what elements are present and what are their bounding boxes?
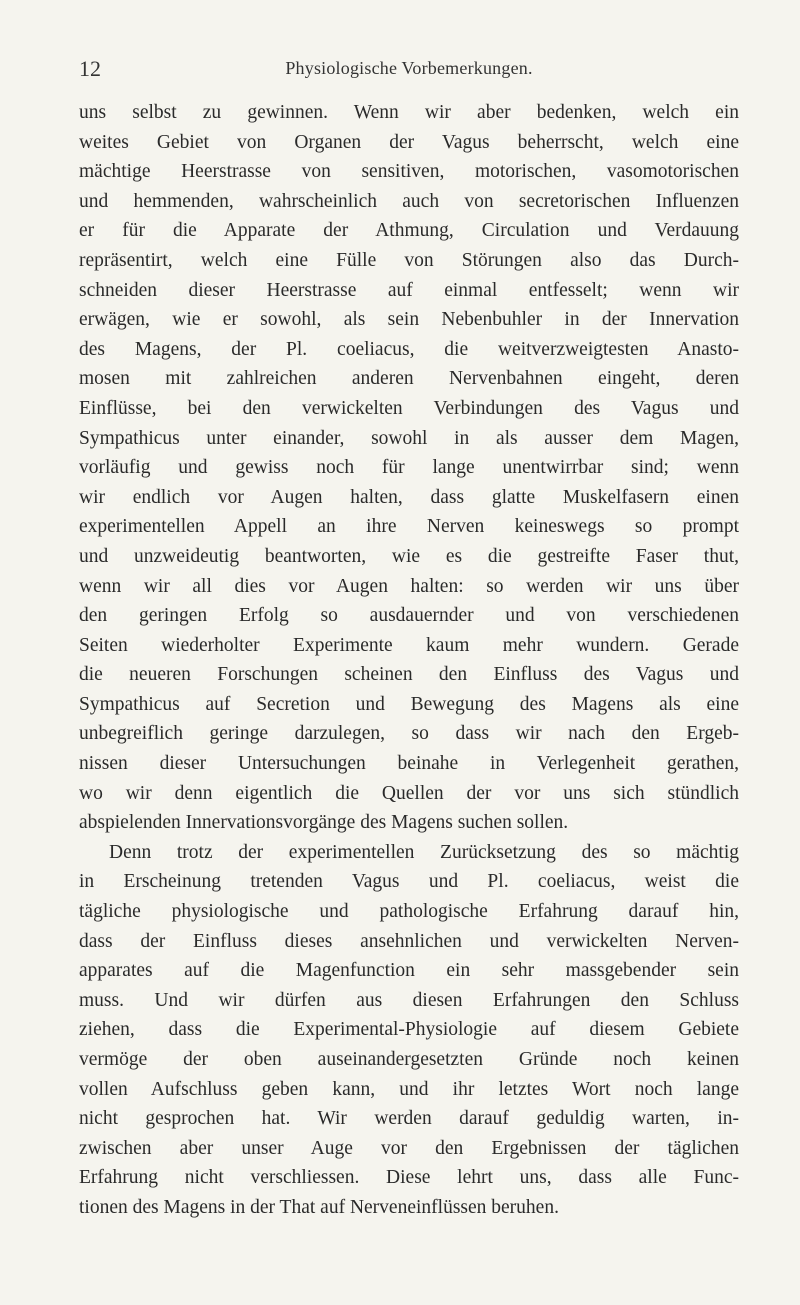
text-line: Sympathicus unter einander, sowohl in als ausser dem Magen, xyxy=(79,427,739,449)
text-line: und hemmenden, wahrscheinlich auch von secretorischen Influenzen xyxy=(79,190,739,212)
text-line: Einflüsse, bei den verwickelten Verbindungen des Vagus und xyxy=(79,397,739,419)
text-line: nicht gesprochen hat. Wir werden darauf geduldig warten, in- xyxy=(79,1108,739,1130)
text-line: er für die Apparate der Athmung, Circulation und Verdauung xyxy=(79,220,739,242)
text-line: zwischen aber unser Auge vor den Ergebnissen der täglichen xyxy=(79,1137,739,1159)
text-line: Denn trotz der experimentellen Zurücksetzung des so mächtig xyxy=(109,841,739,863)
body-text xyxy=(79,98,739,1223)
text-line: erwägen, wie er sowohl, als sein Nebenbuhler in der Innervation xyxy=(79,309,739,331)
text-line: Seiten wiederholter Experimente kaum mehr wundern. Gerade xyxy=(79,634,739,656)
text-line: mosen mit zahlreichen anderen Nervenbahnen eingeht, deren xyxy=(79,368,739,390)
text-line: ziehen, dass die Experimental-Physiologie auf diesem Gebiete xyxy=(79,1019,739,1041)
running-title: Physiologische Vorbemerkungen. xyxy=(285,58,533,78)
text-line: uns selbst zu gewinnen. Wenn wir aber bedenken, welch ein xyxy=(79,102,739,123)
text-line: des Magens, der Pl. coeliacus, die weitverzweigtesten Anasto- xyxy=(79,338,739,360)
text-line: wenn wir all dies vor Augen halten: so werden wir uns über xyxy=(79,575,739,597)
text-line: die neueren Forschungen scheinen den Einfluss des Vagus und xyxy=(79,664,739,686)
text-line: wir endlich vor Augen halten, dass glatte Muskelfasern einen xyxy=(79,486,739,508)
text-line: tägliche physiologische und pathologische Erfahrung darauf hin, xyxy=(79,901,739,923)
text-line: weites Gebiet von Organen der Vagus beherrscht, welch eine xyxy=(79,131,739,153)
text-line: Erfahrung nicht verschliessen. Diese lehrt uns, dass alle Func- xyxy=(79,1167,739,1189)
text-line: muss. Und wir dürfen aus diesen Erfahrungen den Schluss xyxy=(79,989,739,1011)
text-line: mächtige Heerstrasse von sensitiven, motorischen, vasomotorischen xyxy=(79,161,739,183)
page-number: 12 xyxy=(79,56,101,81)
text-line: Sympathicus auf Secretion und Bewegung des Magens als eine xyxy=(79,693,739,715)
text-line: schneiden dieser Heerstrasse auf einmal entfesselt; wenn wir xyxy=(79,279,739,301)
text-line: nissen dieser Untersuchungen beinahe in Verlegenheit gerathen, xyxy=(79,753,739,775)
text-line: repräsentirt, welch eine Fülle von Störungen also das Durch- xyxy=(79,249,739,271)
text-line: abspielenden Innervationsvorgänge des Magens suchen sollen. xyxy=(79,812,569,834)
text-line: tionen des Magens in der That auf Nerveneinflüssen beruhen. xyxy=(79,1196,559,1218)
text-line: experimentellen Appell an ihre Nerven keineswegs so prompt xyxy=(79,516,739,538)
text-line: in Erscheinung tretenden Vagus und Pl. coeliacus, weist die xyxy=(79,871,739,893)
running-head xyxy=(79,56,739,86)
text-line: und unzweideutig beantworten, wie es die gestreifte Faser thut, xyxy=(79,545,739,567)
text-line: vollen Aufschluss geben kann, und ihr letztes Wort noch lange xyxy=(79,1078,739,1100)
text-line: den geringen Erfolg so ausdauernder und von verschiedenen xyxy=(79,605,739,627)
text-line: vorläufig und gewiss noch für lange unentwirrbar sind; wenn xyxy=(79,457,739,479)
text-line: unbegreiflich geringe darzulegen, so dass wir nach den Ergeb- xyxy=(79,723,739,745)
text-line: dass der Einfluss dieses ansehnlichen und verwickelten Nerven- xyxy=(79,930,739,952)
text-line: vermöge der oben auseinandergesetzten Gründe noch keinen xyxy=(79,1049,739,1070)
text-line: apparates auf die Magenfunction ein sehr massgebender sein xyxy=(79,960,739,982)
text-line: wo wir denn eigentlich die Quellen der vor uns sich stündlich xyxy=(79,782,739,804)
